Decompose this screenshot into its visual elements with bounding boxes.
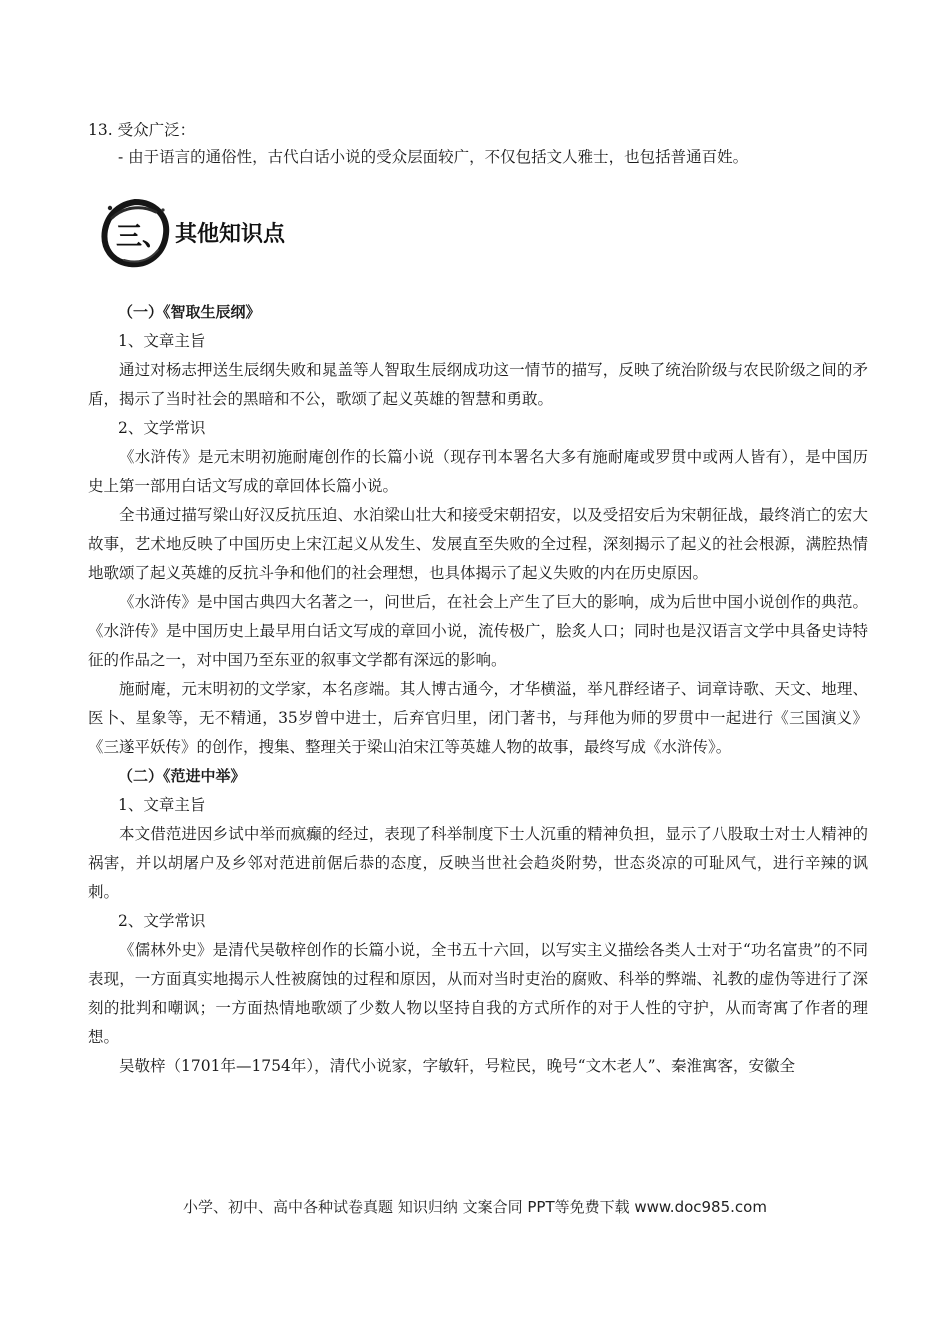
heading-number: 三、 <box>116 222 169 252</box>
section-heading <box>100 198 600 268</box>
list-item-title: 13. 受众广泛： <box>88 121 196 139</box>
list-item-13 <box>88 117 868 171</box>
paragraph: 通过对杨志押送生辰纲失败和晁盖等人智取生辰纲成功这一情节的描写，反映了统治阶级与农民阶级之间的矛盾，揭示了当时社会的黑暗和不公，歌颂了起义英雄的智慧和勇敢。 <box>88 361 868 408</box>
paragraph: 《水浒传》是元末明初施耐庵创作的长篇小说（现存刊本署名大多有施耐庵或罗贯中或两人皆有），是中国历史上第一部用白话文写成的章回体长篇小说。 <box>88 448 868 495</box>
paragraph: 吴敬梓（1701年—1754年），清代小说家，字敏轩，号粒民，晚号“文木老人”、秦淮寓客，安徽全 <box>119 1057 795 1075</box>
list-item-bullet: - 由于语言的通俗性，古代白话小说的受众层面较广，不仅包括文人雅士，也包括普通百姓。 <box>118 148 749 166</box>
paragraph: 《儒林外史》是清代吴敬梓创作的长篇小说，全书五十六回，以写实主义描绘各类人士对于“功名富贵”的不同表现，一方面真实地揭示人性被腐蚀的过程和原因，从而对当时吏治的腐败、科举的弊端、礼教的虚伪等进行了深刻的批判和嘲讽；一方面热情地歌颂了少数人物以坚持自我的方式所作的对于人性的守护，从而寄寓了作者的理想。 <box>88 941 868 1046</box>
paragraph: 《水浒传》是中国古典四大名著之一，问世后，在社会上产生了巨大的影响，成为后世中国小说创作的典范。《水浒传》是中国历史上最早用白话文写成的章回小说，流传极广，脍炙人口；同时也是汉语言文学中具备史诗特征的作品之一，对中国乃至东亚的叙事文学都有深远的影响。 <box>88 593 868 669</box>
subsection-title: 2、文学常识 <box>118 419 206 437</box>
subsection-title: 1、文章主旨 <box>118 332 206 350</box>
heading-title: 其他知识点 <box>175 222 286 247</box>
subsection-title: 1、文章主旨 <box>118 796 206 814</box>
paragraph: 本文借范进因乡试中举而疯癫的经过，表现了科举制度下士人沉重的精神负担，显示了八股取士对士人精神的祸害，并以胡屠户及乡邻对范进前倨后恭的态度，反映当世社会趋炎附势，世态炎凉的可耻风气，进行辛辣的讽刺。 <box>88 825 868 901</box>
section-title: （一）《智取生辰纲》 <box>118 303 261 321</box>
section-title: （二）《范进中举》 <box>118 767 246 785</box>
paragraph: 全书通过描写梁山好汉反抗压迫、水泊梁山壮大和接受宋朝招安，以及受招安后为宋朝征战，最终消亡的宏大故事，艺术地反映了中国历史上宋江起义从发生、发展直至失败的全过程，深刻揭示了起义的社会根源，满腔热情地歌颂了起义英雄的反抗斗争和他们的社会理想，也具体揭示了起义失败的内在历史原因。 <box>88 506 868 582</box>
subsection-title: 2、文学常识 <box>118 912 206 930</box>
paragraph: 施耐庵，元末明初的文学家，本名彦端。其人博古通今，才华横溢，举凡群经诸子、词章诗歌、天文、地理、医卜、星象等，无不精通，35岁曾中进士，后弃官归里，闭门著书，与拜他为师的罗贯中一起进行《三国演义》《三遂平妖传》的创作，搜集、整理关于梁山泊宋江等英雄人物的故事，最终写成《水浒传》。 <box>88 680 868 756</box>
page-footer: 小学、初中、高中各种试卷真题 知识归纳 文案合同 PPT等免费下载 www.doc985.com <box>183 1198 767 1216</box>
body-content <box>88 298 868 1081</box>
